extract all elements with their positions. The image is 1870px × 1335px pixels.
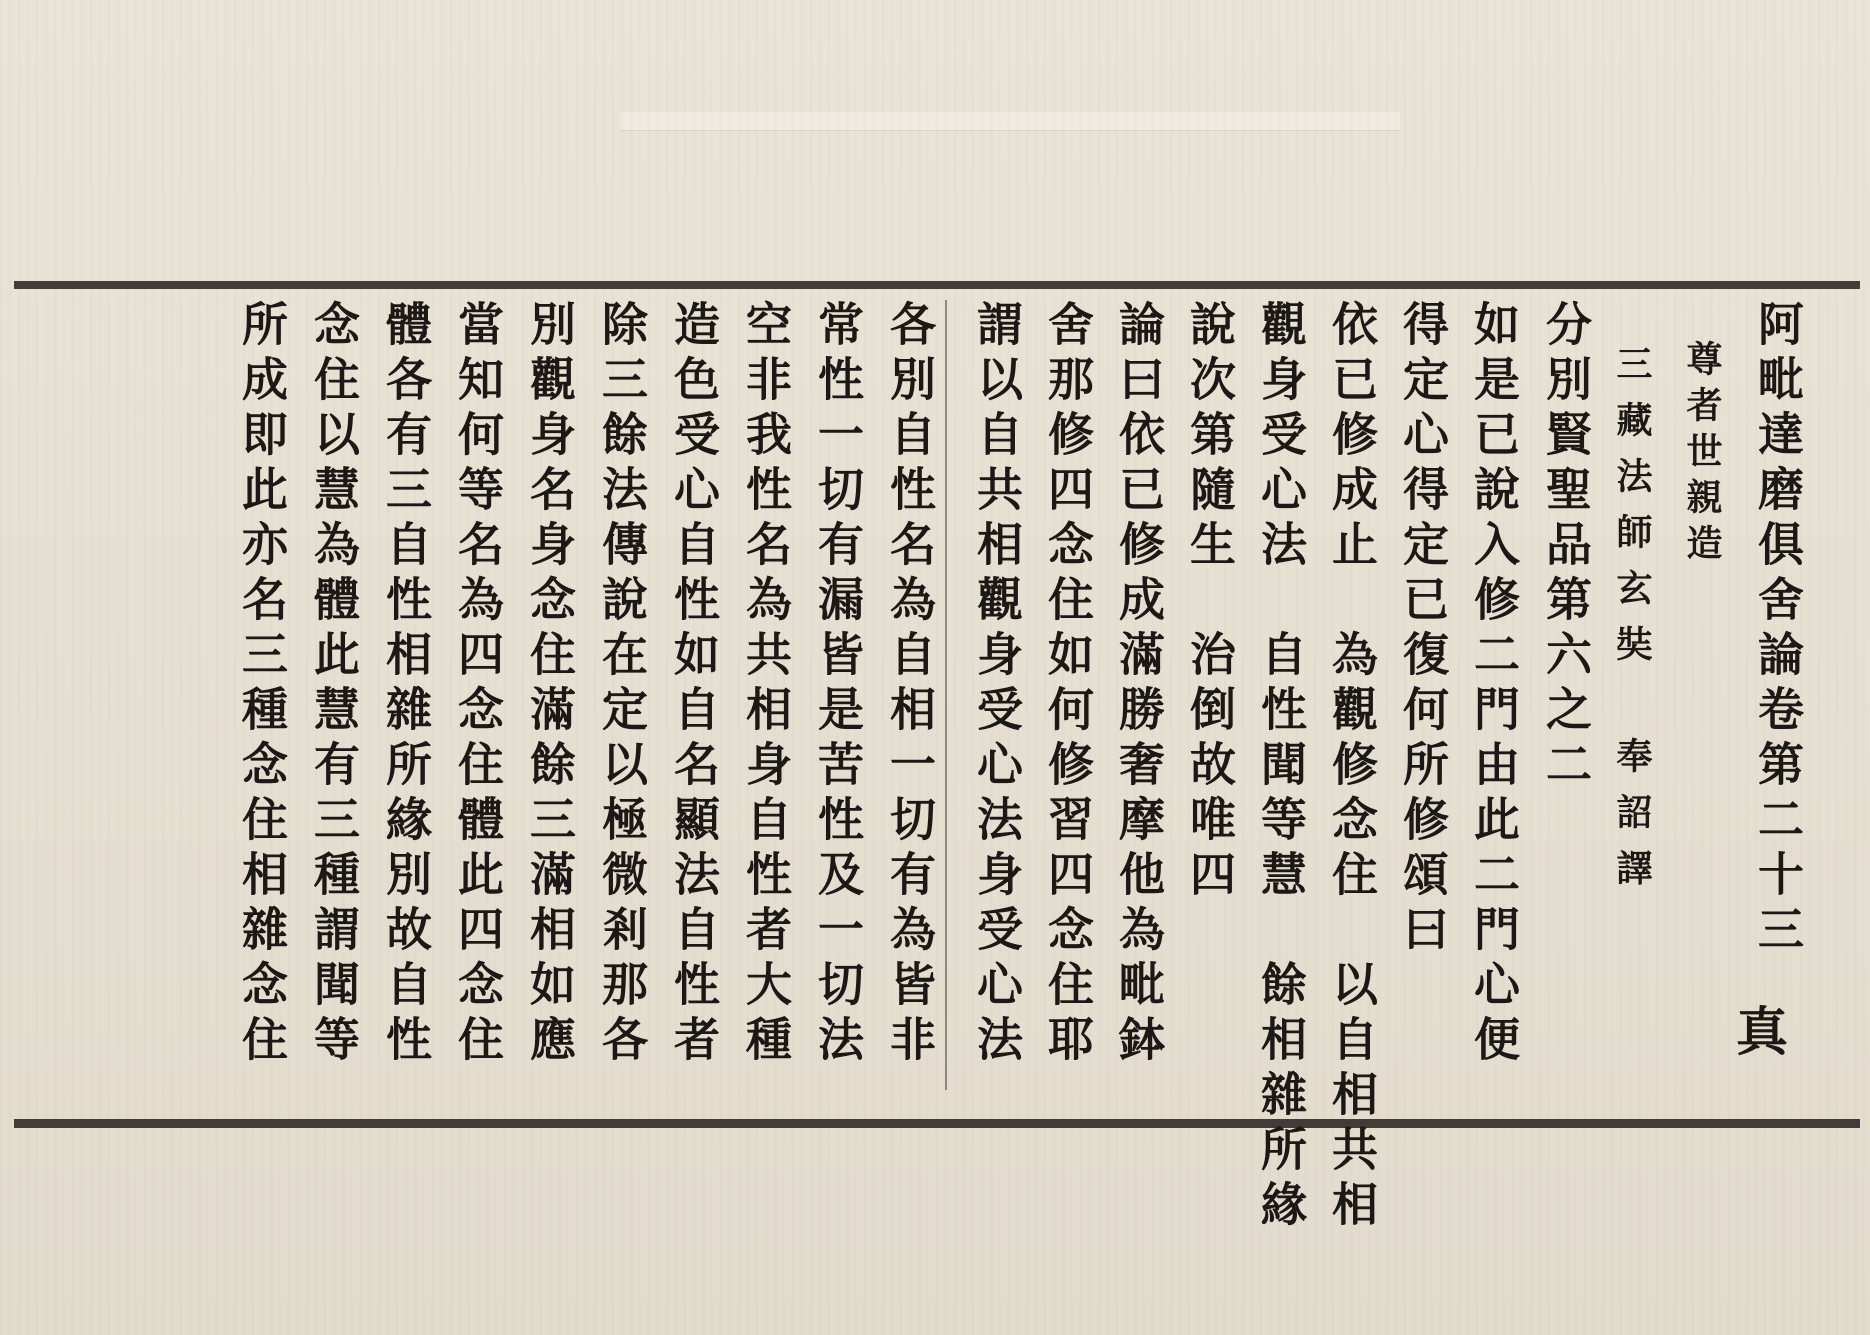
paper-fold-mark (620, 112, 1400, 131)
body-line-4: 觀身受心法 自性聞等慧 餘相雜所緣 (1254, 300, 1308, 1235)
center-fold-line (945, 300, 947, 1090)
body-line-10: 常性一切有漏皆是苦性及一切法 (811, 300, 865, 1070)
author-line: 尊者世親造 (1681, 340, 1723, 570)
body-line-14: 別觀身名身念住滿餘三滿相如應 (523, 300, 577, 1070)
body-line-17: 念住以慧為體此慧有三種謂聞等 (307, 300, 361, 1070)
body-line-8: 謂以自共相觀身受心法身受心法 (970, 300, 1024, 1070)
body-line-15: 當知何等名為四念住體此四念住 (451, 300, 505, 1070)
body-line-6: 論曰依已修成滿勝奢摩他為毗鉢 (1112, 300, 1166, 1070)
edition-mark: 真 (1736, 1002, 1789, 1063)
bottom-border-rule (14, 1119, 1860, 1128)
volume-title: 阿毗達磨俱舍論卷第二十三 (1751, 300, 1805, 960)
translator-line: 三藏法師玄奘 奉詔譯 (1611, 345, 1653, 905)
chapter-line: 分別賢聖品第六之二 (1539, 300, 1593, 795)
body-line-2: 得定心得定已復何所修頌曰 (1396, 300, 1450, 960)
body-line-12: 造色受心自性如自名顯法自性者 (667, 300, 721, 1070)
body-line-7: 舍那修四念住如何修習四念住耶 (1041, 300, 1095, 1070)
body-line-11: 空非我性名為共相身自性者大種 (739, 300, 793, 1070)
body-line-16: 體各有三自性相雜所緣別故自性 (379, 300, 433, 1070)
body-line-9: 各別自性名為自相一切有為皆非 (883, 300, 937, 1070)
top-border-rule (14, 281, 1860, 289)
body-line-1: 如是已說入修二門由此二門心便 (1467, 300, 1521, 1070)
body-line-3: 依已修成止 為觀修念住 以自相共相 (1325, 300, 1379, 1235)
body-line-5: 說次第隨生 治倒故唯四 (1183, 300, 1237, 905)
body-line-18: 所成即此亦名三種念住相雜念住 (235, 300, 289, 1070)
body-line-13: 除三餘法傳說在定以極微剎那各 (595, 300, 649, 1070)
